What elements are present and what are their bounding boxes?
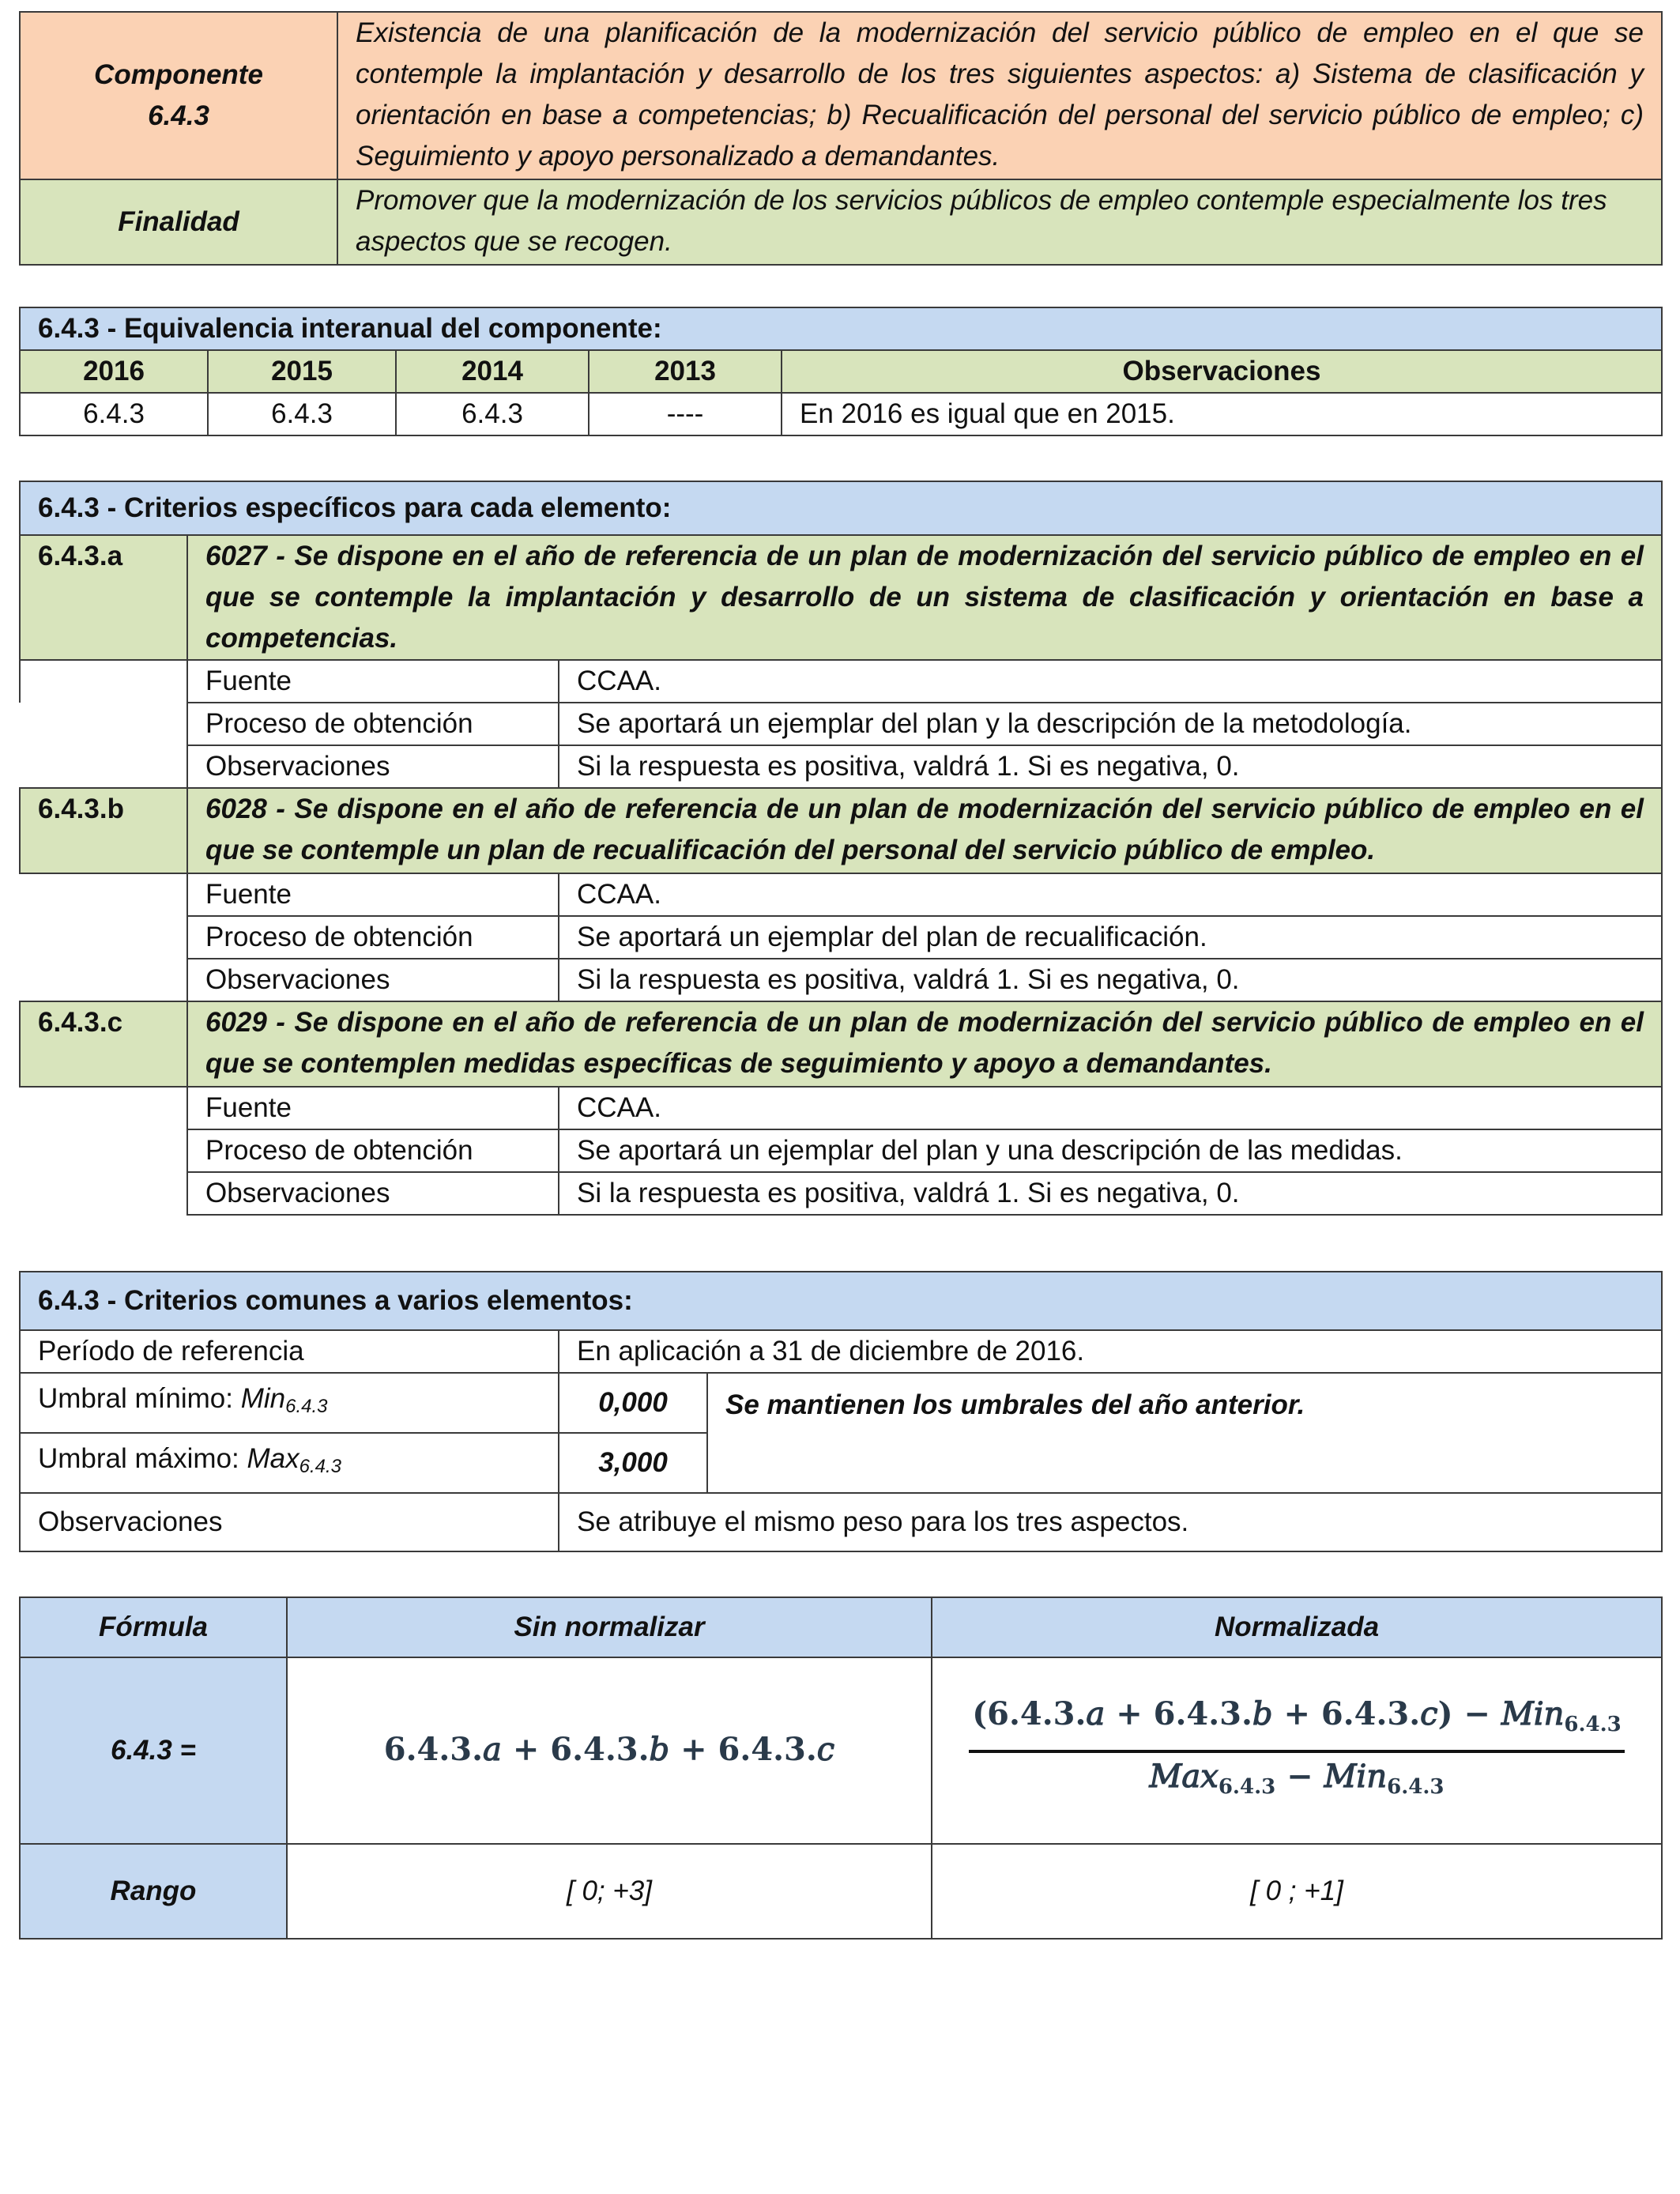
equivalence-title: 6.4.3 - Equivalencia interanual del componente: [20,307,1662,350]
element-code: 6.4.3.b [20,788,187,873]
source-label: Fuente [187,660,559,703]
observations-value: Si la respuesta es positiva, valdrá 1. Si es negativa, 0. [559,1172,1662,1215]
formula-fraction [969,1694,1625,1808]
formula-raw [287,1657,932,1844]
source-label: Fuente [187,873,559,916]
observations-label: Observaciones [187,959,559,1001]
formula-table [19,1596,1663,1940]
equivalence-table [19,307,1663,436]
source-value: CCAA. [559,1087,1662,1129]
observations-label: Observaciones [187,1172,559,1215]
equivalence-cell-2013: ---- [589,393,782,435]
max-threshold-value: 3,000 [559,1433,707,1493]
component-label-line2: 6.4.3 [148,100,209,131]
element-description: 6029 - Se dispone en el año de referencia de un plan de modernización del servicio público de empleo en el que se contemplen medidas específicas de seguimiento y apoyo a demandantes. [187,1001,1662,1087]
observations-label: Observaciones [187,745,559,788]
equivalence-cell-2015: 6.4.3 [208,393,396,435]
equivalence-header-2015: 2015 [208,350,396,393]
component-label-line1: Componente [94,59,263,90]
element-description: 6027 - Se dispone en el año de referencia de un plan de modernización del servicio público de empleo en el que se contemple la implantación y desarrollo de un sistema de clasificación y orientación en base a competencias. [187,535,1662,660]
common-title: 6.4.3 - Criterios comunes a varios elementos: [20,1272,1662,1330]
equivalence-cell-2014: 6.4.3 [396,393,589,435]
specific-title: 6.4.3 - Criterios específicos para cada elemento: [20,481,1662,535]
period-label: Período de referencia [20,1330,559,1373]
component-description: Existencia de una planificación de la modernización del servicio público de empleo en el que se contemple la implantación y desarrollo de los tres siguientes aspectos: a) Sistema de clasificación y orientación en base a competencias; b) Recualificación del personal del servicio público de empleo; c) Seguimiento y apoyo personalizado a demandantes. [337,12,1662,179]
common-observations-label: Observaciones [20,1493,559,1551]
process-value: Se aportará un ejemplar del plan y la descripción de la metodología. [559,703,1662,745]
source-label: Fuente [187,1087,559,1129]
source-value: CCAA. [559,660,1662,703]
formula-header-normalized: Normalizada [932,1597,1662,1657]
process-label: Proceso de obtención [187,1129,559,1172]
min-threshold-label: Umbral mínimo: Min$_{6.4.3}$ [20,1373,559,1433]
process-value: Se aportará un ejemplar del plan y una descripción de las medidas. [559,1129,1662,1172]
min-symbol: Min [240,1383,286,1414]
equivalence-cell-observations: En 2016 es igual que en 2015. [782,393,1662,435]
equivalence-header-observations: Observaciones [782,350,1662,393]
equivalence-header-2013: 2013 [589,350,782,393]
element-code: 6.4.3.a [20,535,187,660]
formula-raw-expression: 6.4.3.𝑎 + 6.4.3.𝑏 + 6.4.3.𝑐 [383,1731,835,1768]
formula-header-raw: Sin normalizar [287,1597,932,1657]
range-raw: [ 0; +3] [287,1844,932,1939]
component-label [20,12,337,179]
component-table [19,11,1663,266]
process-label: Proceso de obtención [187,703,559,745]
min-subscript: 6.4.3 [285,1396,328,1417]
formula-numerator: (6.4.3.𝑎 + 6.4.3.𝑏 + 6.4.3.𝑐) − 𝑀𝑖𝑛$_{6.4.3}$ [969,1694,1625,1753]
purpose-text: Promover que la modernización de los servicios públicos de empleo contemple especialmente los tres aspectos que se recogen. [337,179,1662,265]
formula-denominator: 𝑀𝑎𝑥$_{6.4.3}$ − 𝑀𝑖𝑛$_{6.4.3}$ [1149,1758,1445,1799]
period-value: En aplicación a 31 de diciembre de 2016. [559,1330,1662,1373]
element-description: 6028 - Se dispone en el año de referencia de un plan de modernización del servicio público de empleo en el que se contemple un plan de recualificación del personal del servicio público de empleo. [187,788,1662,873]
process-label: Proceso de obtención [187,916,559,959]
formula-normalized [932,1657,1662,1844]
source-value: CCAA. [559,873,1662,916]
max-symbol: Max [247,1443,299,1474]
equivalence-header-2016: 2016 [20,350,208,393]
formula-row-label: 6.4.3 = [20,1657,287,1844]
common-criteria-table [19,1271,1663,1552]
threshold-note: Se mantienen los umbrales del año anterior. [707,1373,1662,1493]
observations-value: Si la respuesta es positiva, valdrá 1. Si es negativa, 0. [559,959,1662,1001]
formula-header-label: Fórmula [20,1597,287,1657]
purpose-label: Finalidad [20,179,337,265]
min-threshold-value: 0,000 [559,1373,707,1433]
observations-value: Si la respuesta es positiva, valdrá 1. Si es negativa, 0. [559,745,1662,788]
process-value: Se aportará un ejemplar del plan de recualificación. [559,916,1662,959]
max-subscript: 6.4.3 [299,1456,341,1477]
equivalence-header-2014: 2014 [396,350,589,393]
element-code: 6.4.3.c [20,1001,187,1087]
range-normalized: [ 0 ; +1] [932,1844,1662,1939]
specific-criteria-table [19,481,1663,1216]
equivalence-cell-2016: 6.4.3 [20,393,208,435]
max-threshold-label: Umbral máximo: Max$_{6.4.3}$ [20,1433,559,1493]
range-label: Rango [20,1844,287,1939]
common-observations-value: Se atribuye el mismo peso para los tres aspectos. [559,1493,1662,1551]
